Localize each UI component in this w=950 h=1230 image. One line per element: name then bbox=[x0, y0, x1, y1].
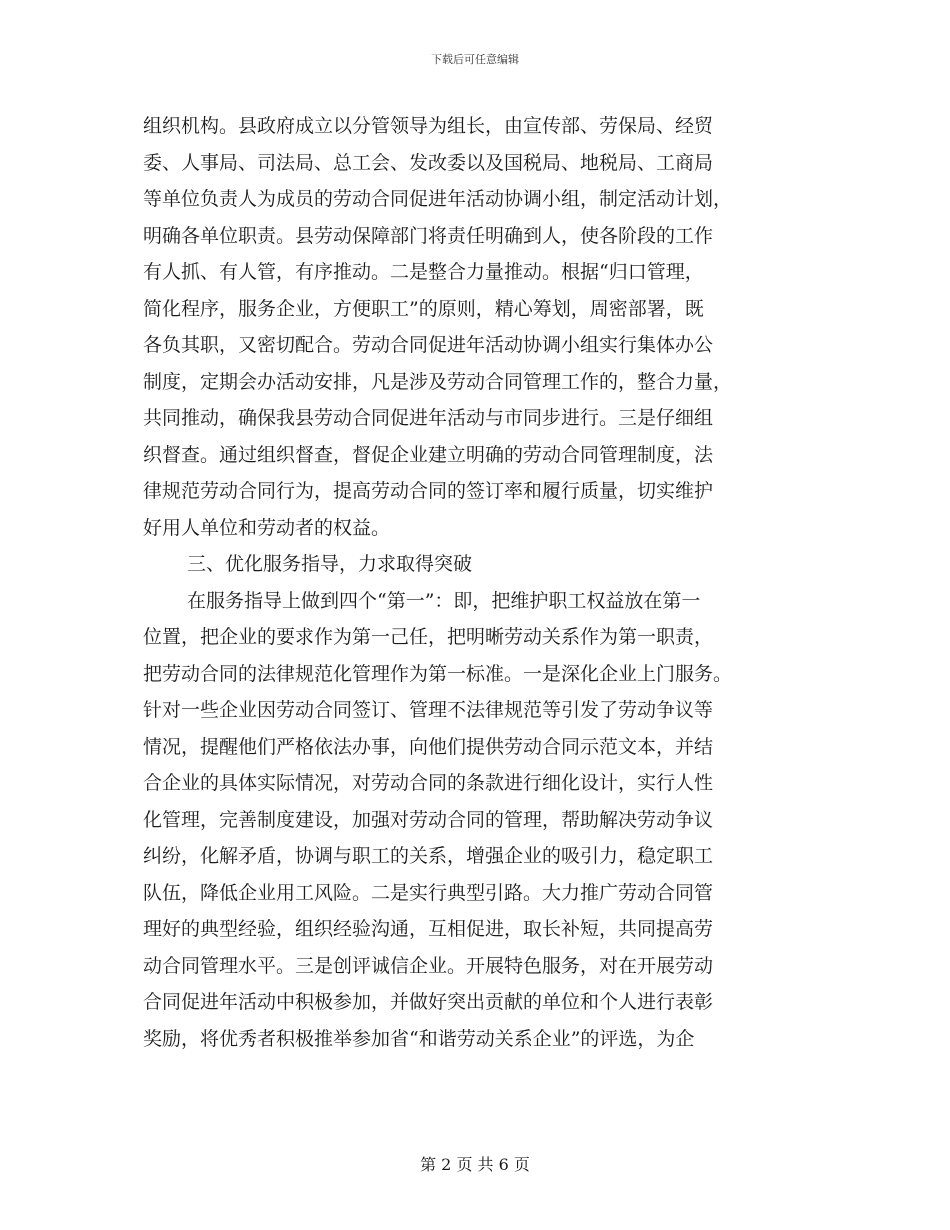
text-line: 委、人事局、司法局、总工会、发改委以及国税局、地税局、工商局 bbox=[143, 151, 714, 174]
text-line: 律规范劳动合同行为，提高劳动合同的签订率和履行质量，切实维护 bbox=[143, 480, 714, 502]
page-header: 下载后可任意编辑 bbox=[431, 53, 519, 66]
text-line: 把劳动合同的法律规范化管理作为第一标准。一是深化企业上门服务。 bbox=[143, 662, 733, 685]
text-line: 情况，提醒他们严格依法办事，向他们提供劳动合同示范文本，并结 bbox=[143, 735, 714, 758]
text-line: 队伍，降低企业用工风险。二是实行典型引路。大力推广劳动合同管 bbox=[143, 881, 714, 904]
text-line: 奖励，将优秀者积极推举参加省“和谐劳动关系企业”的评选，为企 bbox=[143, 1027, 695, 1050]
text-line: 理好的典型经验，组织经验沟通，互相促进，取长补短，共同提高劳 bbox=[143, 918, 714, 940]
text-line: 各负其职，又密切配合。劳动合同促进年活动协调小组实行集体办公 bbox=[143, 334, 714, 356]
text-line: 织督查。通过组织督查，督促企业建立明确的劳动合同管理制度，法 bbox=[143, 443, 714, 466]
text-line: 化管理，完善制度建设，加强对劳动合同的管理，帮助解决劳动争议 bbox=[143, 808, 714, 831]
text-line: 等单位负责人为成员的劳动合同促进年活动协调小组，制定活动计划， bbox=[143, 188, 733, 210]
text-line: 组织机构。县政府成立以分管领导为组长，由宣传部、劳保局、经贸 bbox=[143, 115, 714, 137]
text-line: 共同推动，确保我县劳动合同促进年活动与市同步进行。三是仔细组 bbox=[143, 407, 714, 429]
document-body bbox=[143, 108, 805, 1057]
text-line: 合企业的具体实际情况，对劳动合同的条款进行细化设计，实行人性 bbox=[143, 772, 714, 794]
section-heading: 三、优化服务指导，力求取得突破 bbox=[187, 553, 473, 575]
text-line: 明确各单位职责。县劳动保障部门将责任明确到人，使各阶段的工作 bbox=[143, 224, 714, 247]
page-number-footer: 第 2 页 共 6 页 bbox=[420, 1155, 530, 1174]
text-line: 有人抓、有人管，有序推动。二是整合力量推动。根据“归口管理， bbox=[143, 261, 704, 283]
text-line: 位置，把企业的要求作为第一己任，把明晰劳动关系作为第一职责， bbox=[143, 626, 714, 648]
text-line: 在服务指导上做到四个“第一”：即，把维护职工权益放在第一 bbox=[187, 589, 701, 612]
text-line: 动合同管理水平。三是创评诚信企业。开展特色服务，对在开展劳动 bbox=[143, 954, 714, 977]
text-line: 纠纷，化解矛盾，协调与职工的关系，增强企业的吸引力，稳定职工 bbox=[143, 845, 714, 867]
text-line: 合同促进年活动中积极参加，并做好突出贡献的单位和个人进行表彰 bbox=[143, 991, 714, 1013]
text-line: 好用人单位和劳动者的权益。 bbox=[143, 516, 391, 539]
text-line: 简化程序，服务企业，方便职工”的原则，精心筹划，周密部署，既 bbox=[143, 297, 704, 320]
text-line: 针对一些企业因劳动合同签订、管理不法律规范等引发了劳动争议等 bbox=[143, 699, 714, 721]
text-line: 制度，定期会办活动安排，凡是涉及劳动合同管理工作的，整合力量， bbox=[143, 370, 733, 393]
